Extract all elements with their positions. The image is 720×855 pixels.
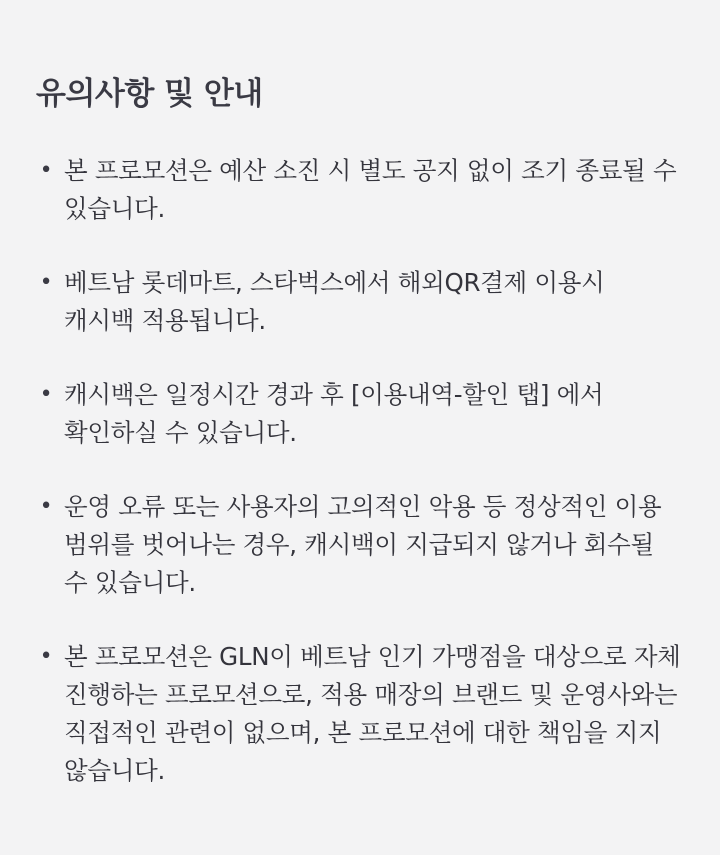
notice-item-text: 베트남 롯데마트, 스타벅스에서 해외QR결제 이용시 캐시백 적용됩니다. — [64, 268, 605, 335]
notice-item — [36, 376, 682, 452]
bullet-icon: • — [39, 382, 53, 407]
bullet-icon: • — [39, 644, 53, 669]
notice-item-text: 운영 오류 또는 사용자의 고의적인 악용 등 정상적인 이용 범위를 벗어나는 경우, 캐시백이 지급되지 않거나 회수될 수 있습니다. — [64, 492, 662, 597]
notice-title: 유의사항 및 안내 — [36, 76, 263, 112]
notice-item-text: 캐시백은 일정시간 경과 후 [이용내역-할인 탭] 에서 확인하실 수 있습니다. — [64, 380, 604, 447]
notice-item — [36, 488, 682, 602]
notice-item-text: 본 프로모션은 예산 소진 시 별도 공지 없이 조기 종료될 수 있습니다. — [64, 156, 677, 223]
notice-item — [36, 638, 682, 790]
notice-item-text: 본 프로모션은 GLN이 베트남 인기 가맹점을 대상으로 자체 진행하는 프로모션으로, 적용 매장의 브랜드 및 운영사와는 직접적인 관련이 없으며, 본 프로모션에 대한 책임을 지지 않습니다. — [64, 642, 681, 785]
bullet-icon: • — [39, 158, 53, 183]
notice-item — [36, 264, 682, 340]
bullet-icon: • — [39, 494, 53, 519]
notice-list — [36, 152, 682, 790]
bullet-icon: • — [39, 270, 53, 295]
notice-item — [36, 152, 682, 228]
